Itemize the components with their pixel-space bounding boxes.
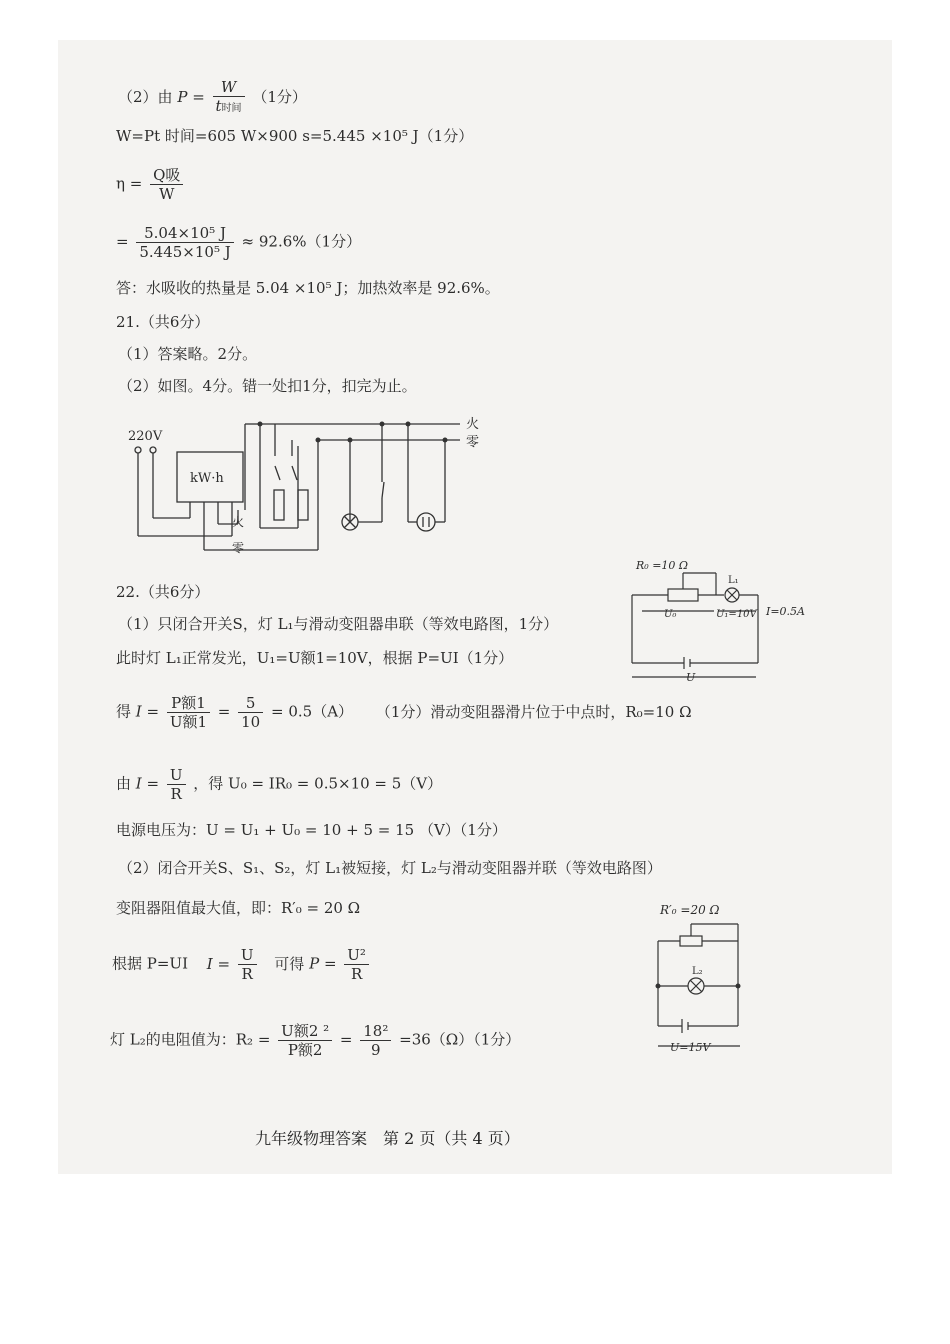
question22-part2: （2）闭合开关S、S₁、S₂，灯 L₁被短接，灯 L₂与滑动变阻器并联（等效电路图） xyxy=(118,859,662,877)
question22-current-calc: 得 I = $\frac{\text{P额1}}{\text{U额1}}$ = $\frac{5}{10}$ = 0.5（A） （1分）滑动变阻器滑片位于中点时，R₀=10 Ω xyxy=(116,694,692,731)
efficiency-formula: η = $\frac{\text{Q吸}}{W}$ xyxy=(116,166,186,203)
question22-rmax: 变阻器阻值最大值，即：R′₀ = 20 Ω xyxy=(116,899,361,917)
power-formula-fraction: $\frac{W}{\text{t时间}}$ xyxy=(213,78,245,118)
parallel-circuit-diagram xyxy=(648,896,788,1066)
u0-label: U₀ xyxy=(664,609,677,620)
question22-line2: 此时灯 L₁正常发光，U₁=U额1=10V，根据 P=UI（1分） xyxy=(116,649,514,667)
answer20-conclusion: 答：水吸收的热量是 5.04 ×10⁵ J；加热效率是 92.6%。 xyxy=(116,279,500,297)
question21-title: 21.（共6分） xyxy=(116,313,210,331)
question22-u0-calc: 由 I = $\frac{U}{R}$ ，得 U₀ = IR₀ = 0.5×10 = 5（V） xyxy=(116,766,443,803)
voltage-label: 220V xyxy=(128,429,163,444)
neutral-wire-label: 零 xyxy=(466,435,480,450)
current-label: I=0.5A xyxy=(766,605,805,618)
u-label: U xyxy=(686,671,696,684)
meter-label: kW·h xyxy=(190,471,224,486)
home-wiring-diagram xyxy=(120,410,500,560)
question22-source-voltage: 电源电压为：U = U₁ + U₀ = 10 + 5 = 15 （V）（1分） xyxy=(116,821,507,839)
l2-label: L₂ xyxy=(692,966,703,977)
r0-label: R₀ =10 Ω xyxy=(636,559,689,572)
answer20-line2: W=Pt 时间=605 W×900 s=5.445 ×10⁵ J（1分） xyxy=(116,127,474,145)
question21-part1: （1）答案略。2分。 xyxy=(118,345,258,363)
meter-live-label: 火 xyxy=(232,515,245,529)
meter-neutral-label: 零 xyxy=(232,541,245,555)
question22-r2-calc: 灯 L₂的电阻值为：R₂ = $\frac{\text{U额2 ²}}{\text{P额2}}$ = $\frac{\text{18²}}{9}$ =36（Ω）（1分） xyxy=(110,1022,521,1059)
answer20-line1: （2）由 P = $\frac{W}{\text{t时间}}$ （1分） xyxy=(118,78,307,118)
live-wire-label: 火 xyxy=(466,417,480,432)
l1-label: L₁ xyxy=(728,575,739,586)
page-footer: 九年级物理答案 第 2 页（共 4 页） xyxy=(255,1129,520,1148)
question21-part2: （2）如图。4分。错一处扣1分，扣完为止。 xyxy=(118,377,417,395)
question22-title: 22.（共6分） xyxy=(116,583,210,601)
r0-prime-label: R′₀ =20 Ω xyxy=(660,903,720,917)
series-circuit-diagram xyxy=(628,555,858,690)
u15-label: U=15V xyxy=(670,1041,711,1054)
question22-power-relation: 根据 P=UI I = $\frac{U}{R}$ 可得 P = $\frac{\text{U²}}{R}$ xyxy=(112,946,372,983)
question22-part1: （1）只闭合开关S，灯 L₁与滑动变阻器串联（等效电路图，1分） xyxy=(118,615,559,633)
u1-label: U₁=10V xyxy=(716,609,757,620)
efficiency-value: = $\frac{\text{5.04×10⁵ J}}{\text{5.445×10⁵ J}}$ ≈ 92.6%（1分） xyxy=(116,224,362,261)
